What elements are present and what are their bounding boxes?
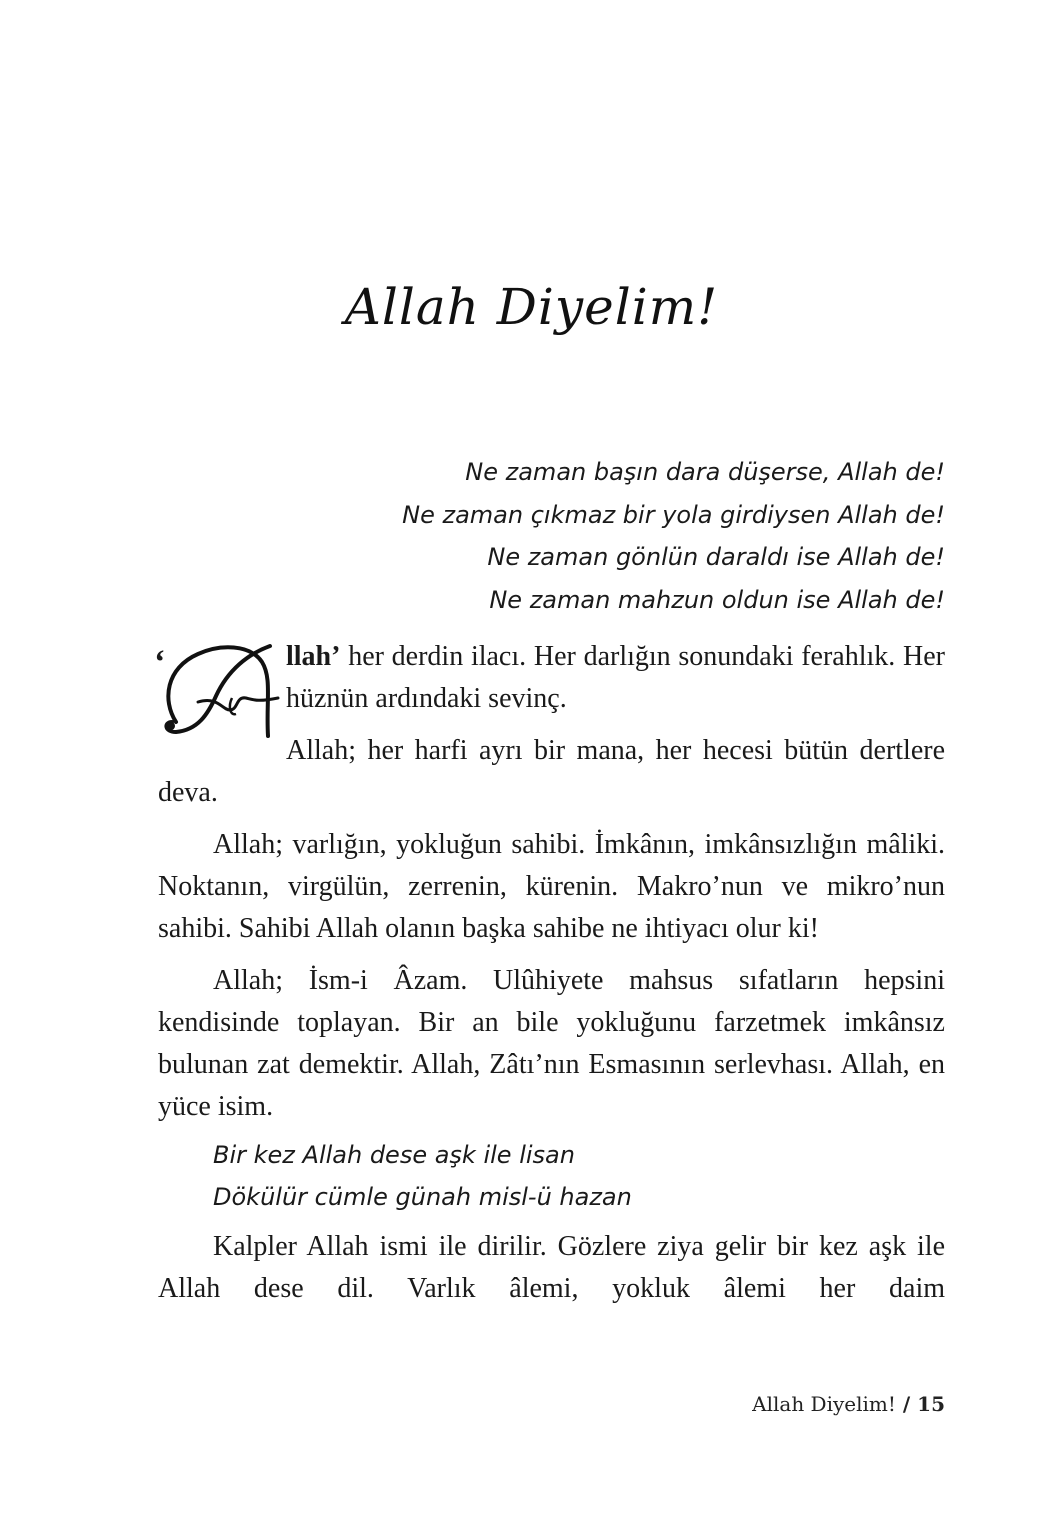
opening-paragraph <box>153 636 945 814</box>
chapter-title: Allah Diyelim! <box>344 278 719 336</box>
epigraph-line: Ne zaman başın dara düşerse, Allah de! <box>465 458 945 486</box>
page-footer <box>752 1392 945 1416</box>
paragraph: Kalpler Allah ismi ile dirilir. Gözlere ziya gelir bir kez aşk ile Allah dese dil. Varlık âlemi, yokluk âlemi her daim <box>158 1231 945 1304</box>
drop-cap-paragraph-text: her derdin ilacı. Her darlığın sonundaki ferahlık. Her hüznün ardındaki sevinç. <box>286 641 945 714</box>
page-number: 15 <box>917 1392 945 1416</box>
couplet-line: Dökülür cümle günah misl-ü hazan <box>213 1183 632 1211</box>
paragraph: Allah; İsm-i Âzam. Ulûhiyete mahsus sıfatların hepsini kendisinde toplayan. Bir an bile yokluğunu farzetmek imkânsız bulunan zat demektir. Allah, Zâtı’nın Esmasının serlevhası. Allah, en yüce isim. <box>158 965 945 1122</box>
drop-cap-word-rest: llah’ <box>286 641 341 672</box>
paragraph: Allah; her harfi ayrı bir mana, her hecesi bütün dertlere deva. <box>158 735 945 808</box>
couplet-line: Bir kez Allah dese aşk ile lisan <box>213 1141 575 1169</box>
epigraph-line: Ne zaman gönlün daraldı ise Allah de! <box>487 543 945 571</box>
footer-separator: / <box>895 1392 918 1416</box>
epigraph-verse <box>402 451 945 621</box>
epigraph-line: Ne zaman çıkmaz bir yola girdiysen Allah de! <box>402 500 945 529</box>
paragraph: Allah; varlığın, yokluğun sahibi. İmkânın, imkânsızlığın mâliki. Noktanın, virgülün, zerrenin, kürenin. Makro’nun ve mikro’nun sahibi. Sahibi Allah olanın başka sahibe ne ihtiyacı olur ki! <box>158 829 945 944</box>
quoted-couplet <box>158 1134 945 1218</box>
decorative-letter-a-icon <box>158 640 286 740</box>
running-title: Allah Diyelim! <box>752 1392 896 1416</box>
body-text <box>153 636 945 1310</box>
open-quote-mark: ‘ <box>153 644 165 681</box>
drop-cap <box>153 640 286 740</box>
epigraph-line: Ne zaman mahzun oldun ise Allah de! <box>489 585 945 614</box>
